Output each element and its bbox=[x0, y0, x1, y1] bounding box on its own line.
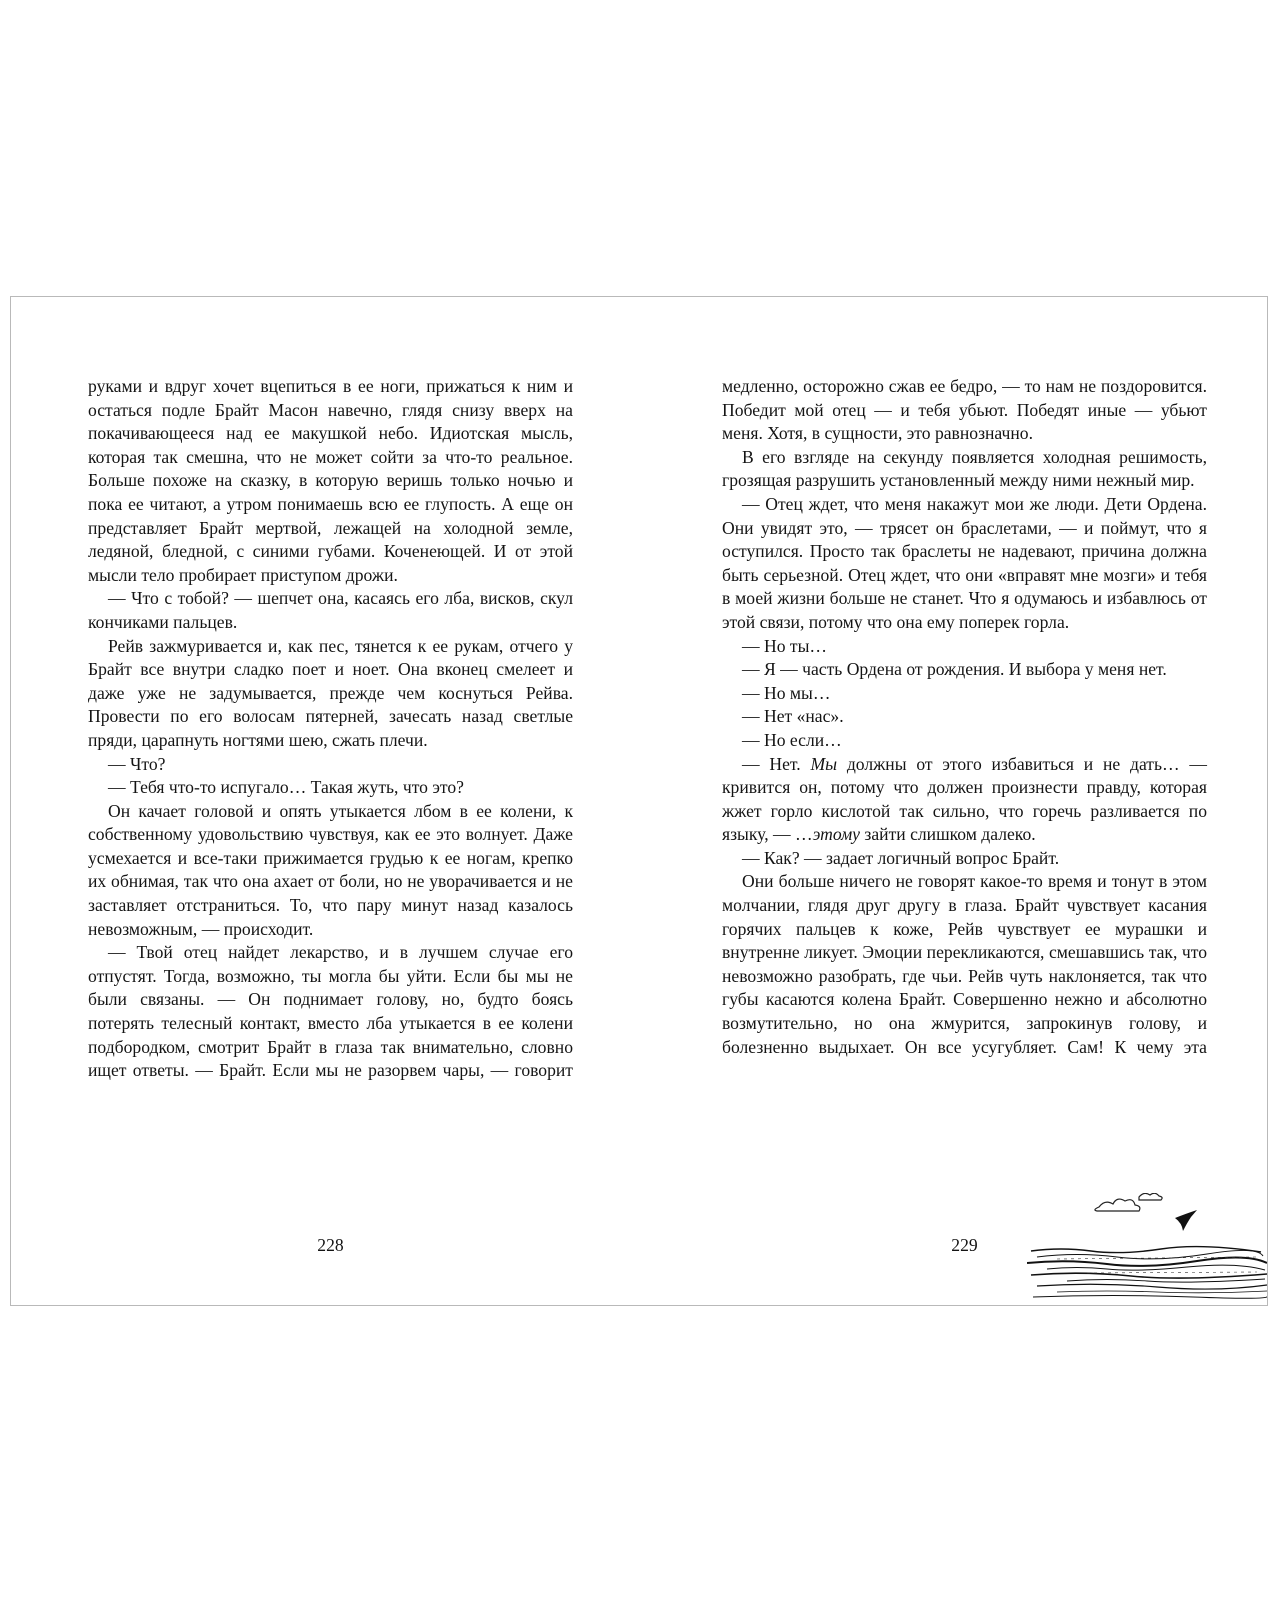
paragraph: Он качает головой и опять утыкается лбом в ее колени, к собственному удовольствию чувствуя, как ее это волнует. Даже усмехается и все-таки прижимается грудью к ее ногам, крепко их обнимая, так что она ахает от боли, но не уворачивается и не заставляет отстраниться. То, что пару минут назад казалось невозможным, — происходит. bbox=[88, 800, 573, 939]
paragraph bbox=[722, 753, 1207, 847]
text-run: должны от этого избавиться и не дать… — кривится он, потому что должен произнести правду, которая жжет горло кислотой так сильно, что горечь разливается по языку, — … bbox=[722, 753, 1207, 845]
paragraph: — Но если… bbox=[742, 729, 842, 750]
paragraph: В его взгляде на секунду появляется холодная решимость, грозящая разрушить установленный между ними нежный мир. bbox=[722, 446, 1207, 491]
paragraph: — Но ты… bbox=[742, 635, 827, 656]
text-run: зайти слишком далеко. bbox=[864, 824, 1036, 845]
bird-icon bbox=[1175, 1210, 1197, 1231]
text-run: — Нет. bbox=[742, 753, 801, 774]
page-number-right: 229 bbox=[951, 1235, 978, 1255]
cloud-drawing bbox=[1095, 1193, 1162, 1211]
paragraph: — Как? — задает логичный вопрос Брайт. bbox=[742, 847, 1060, 868]
paragraph: — Я — часть Ордена от рождения. И выбора у меня нет. bbox=[742, 659, 1167, 680]
left-page-text bbox=[88, 375, 573, 1083]
paragraph: — Что? bbox=[108, 753, 166, 774]
paragraph: — Твой отец найдет лекарство, и в лучшем случае его отпустят. Тогда, возможно, ты могла бы уйти. Если бы мы не были связаны. — Он поднимает голову, но, будто боясь потерять телесный контакт, вместо лба утыкается в ее колени подбородком, смотрит Брайт в глаза так внимательно, словно ищет ответы. — Брайт. Если мы не разорвем чары, — говорит bbox=[88, 942, 573, 1081]
paragraph: Они больше ничего не говорят какое-то время и тонут в этом молчании, глядя друг другу в глаза. Брайт чувствует касания горячих пальцев к коже, Рейв чувствует ее мурашки и внутренне ликует. Эмоции перекликаются, смешавшись так, что невозможно разобрать, где чьи. Рейв чуть наклоняется, так что губы касаются колена Брайт. Совершенно нежно и абсолютно возмутительно, но она жмурится, запрокинув голову, и болезненно выдыхает. Он все усугубляет. Сам! К чему эта bbox=[722, 871, 1207, 1057]
paragraph: медленно, осторожно сжав ее бедро, — то нам не поздоровится. Победит мой отец — и тебя убьют. Победят иные — убьют меня. Хотя, в сущности, это равнозначно. bbox=[722, 376, 1207, 444]
paragraph: — Нет «нас». bbox=[742, 706, 844, 727]
paragraph: — Отец ждет, что меня накажут мои же люди. Дети Ордена. Они увидят это, — трясет он браслетами, — и поймут, что я оступился. Просто так браслеты не надевают, причина должна быть серьезной. Отец ждет, что они «вправят мне мозги» и тебя в моей жизни больше не станет. Что я одумаюсь и избавлюсь от этой связи, потому что она ему поперек горла. bbox=[722, 493, 1207, 632]
paragraph: — Тебя что-то испугало… Такая жуть, что это? bbox=[108, 777, 464, 798]
sea-and-bird-illustration bbox=[1027, 1193, 1267, 1303]
paragraph: Рейв зажмуривается и, как пес, тянется к ее рукам, отчего у Брайт все внутри сладко поет и ноет. Она вконец смелеет и даже уже не задумывается, прежде чем коснуться Рейва. Провести по его волосам пятерней, зачесать назад светлые пряди, царапнуть ногтями шею, сжать плечи. bbox=[88, 635, 573, 750]
italic-text: Мы bbox=[810, 753, 838, 774]
paragraph: — Что с тобой? — шепчет она, касаясь его лба, висков, скул кончиками пальцев. bbox=[88, 588, 573, 632]
right-page-text bbox=[722, 375, 1207, 1059]
page-number-left: 228 bbox=[317, 1235, 344, 1255]
italic-text: этому bbox=[812, 824, 860, 845]
paragraph: руками и вдруг хочет вцепиться в ее ноги, прижаться к ним и остаться подле Брайт Масон навечно, глядя снизу вверх на покачивающееся над ее макушкой небо. Идиотская мысль, которая так смешна, что не может сойти за что-то реальное. Больше похоже на сказку, в которую веришь только ночью и пока ее читают, а утром понимаешь всю ее глупость. А еще он представляет Брайт мертвой, лежащей на холодной земле, ледяной, бледной, с синими губами. Коченеющей. И от этой мысли тело пробирает приступом дрожи. bbox=[88, 376, 573, 585]
book-spread bbox=[10, 296, 1268, 1306]
waves-drawing bbox=[1027, 1247, 1267, 1299]
paragraph: — Но мы… bbox=[742, 682, 831, 703]
